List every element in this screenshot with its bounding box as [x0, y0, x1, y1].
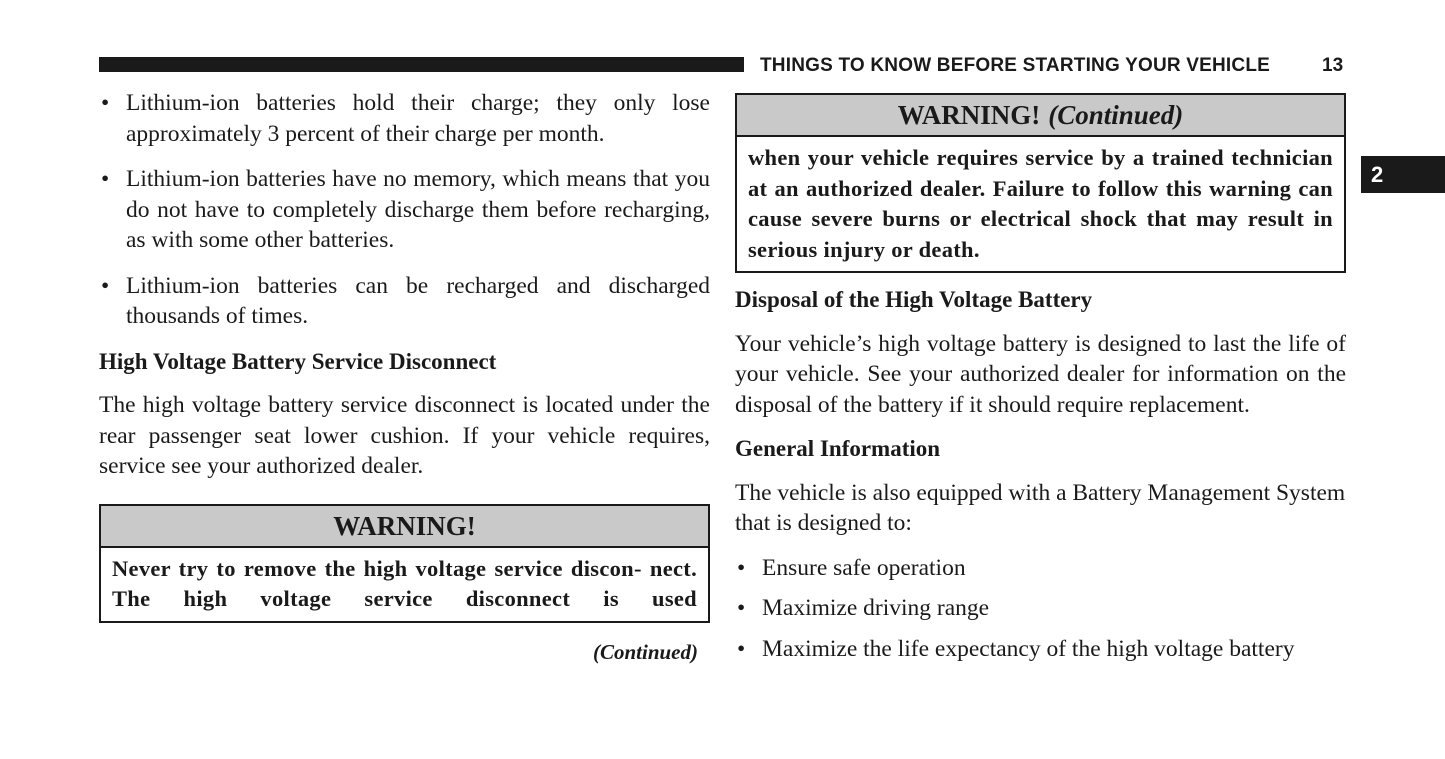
- list-item: • Lithium-ion batteries hold their charge; they only lose approximately 3 percent of their charge per month.: [101, 90, 710, 147]
- battery-facts-list: [99, 88, 710, 332]
- right-column: [735, 93, 1346, 674]
- warning-box-continued: [735, 93, 1346, 273]
- page-number: 13: [1322, 55, 1344, 76]
- bms-goals-list: [735, 553, 1346, 665]
- bullet-icon: •: [101, 90, 110, 116]
- list-item: • Maximize driving range: [735, 593, 1346, 624]
- warning-continued-label: (Continued): [1048, 100, 1184, 130]
- warning-text: when your vehicle requires service by a trained technician at an authorized dealer. Failure to follow this warning can cause severe burns or electrical shock that may result in serious injury or death.: [748, 145, 1333, 262]
- general-info-paragraph: The vehicle is also equipped with a Battery Management System that is designed to:: [735, 479, 1346, 536]
- bullet-icon: •: [101, 166, 110, 192]
- continued-label: (Continued): [592, 639, 698, 664]
- bullet-icon: •: [101, 272, 110, 299]
- bullet-icon: •: [737, 595, 746, 621]
- disposal-heading: Disposal of the High Voltage Battery: [735, 287, 1093, 312]
- bullet-icon: •: [737, 554, 746, 581]
- service-disconnect-heading: High Voltage Battery Service Disconnect: [99, 348, 497, 374]
- section-title: THINGS TO KNOW BEFORE STARTING YOUR VEHICLE: [760, 55, 1271, 76]
- list-item: • Lithium-ion batteries can be recharged and discharged thousands of times.: [101, 272, 710, 329]
- general-info-heading: General Information: [735, 436, 941, 461]
- left-column: [99, 88, 710, 667]
- warning-box: [99, 504, 710, 623]
- bullet-icon: •: [737, 635, 746, 662]
- warning-text: Never try to remove the high voltage service discon- nect. The high voltage service disconnect is used: [112, 555, 697, 611]
- list-item: • Ensure safe operation: [735, 553, 1346, 584]
- service-disconnect-paragraph: The high voltage battery service disconnect is located under the rear passenger seat lower cushion. If your vehicle requires, service see your authorized dealer.: [99, 392, 710, 479]
- list-item: • Maximize the life expectancy of the high voltage battery: [735, 634, 1346, 665]
- chapter-tab[interactable]: 2: [1361, 156, 1445, 193]
- header-rule: [99, 57, 744, 72]
- warning-title: WARNING!: [101, 506, 708, 548]
- warning-title: WARNING! (Continued): [737, 95, 1344, 137]
- disposal-paragraph: Your vehicle’s high voltage battery is designed to last the life of your vehicle. See your authorized dealer for information on the disposal of the battery if it should require replacement.: [735, 330, 1346, 418]
- list-item: • Lithium-ion batteries have no memory, which means that you do not have to completely discharge them before recharging, as with some other batteries.: [101, 166, 710, 253]
